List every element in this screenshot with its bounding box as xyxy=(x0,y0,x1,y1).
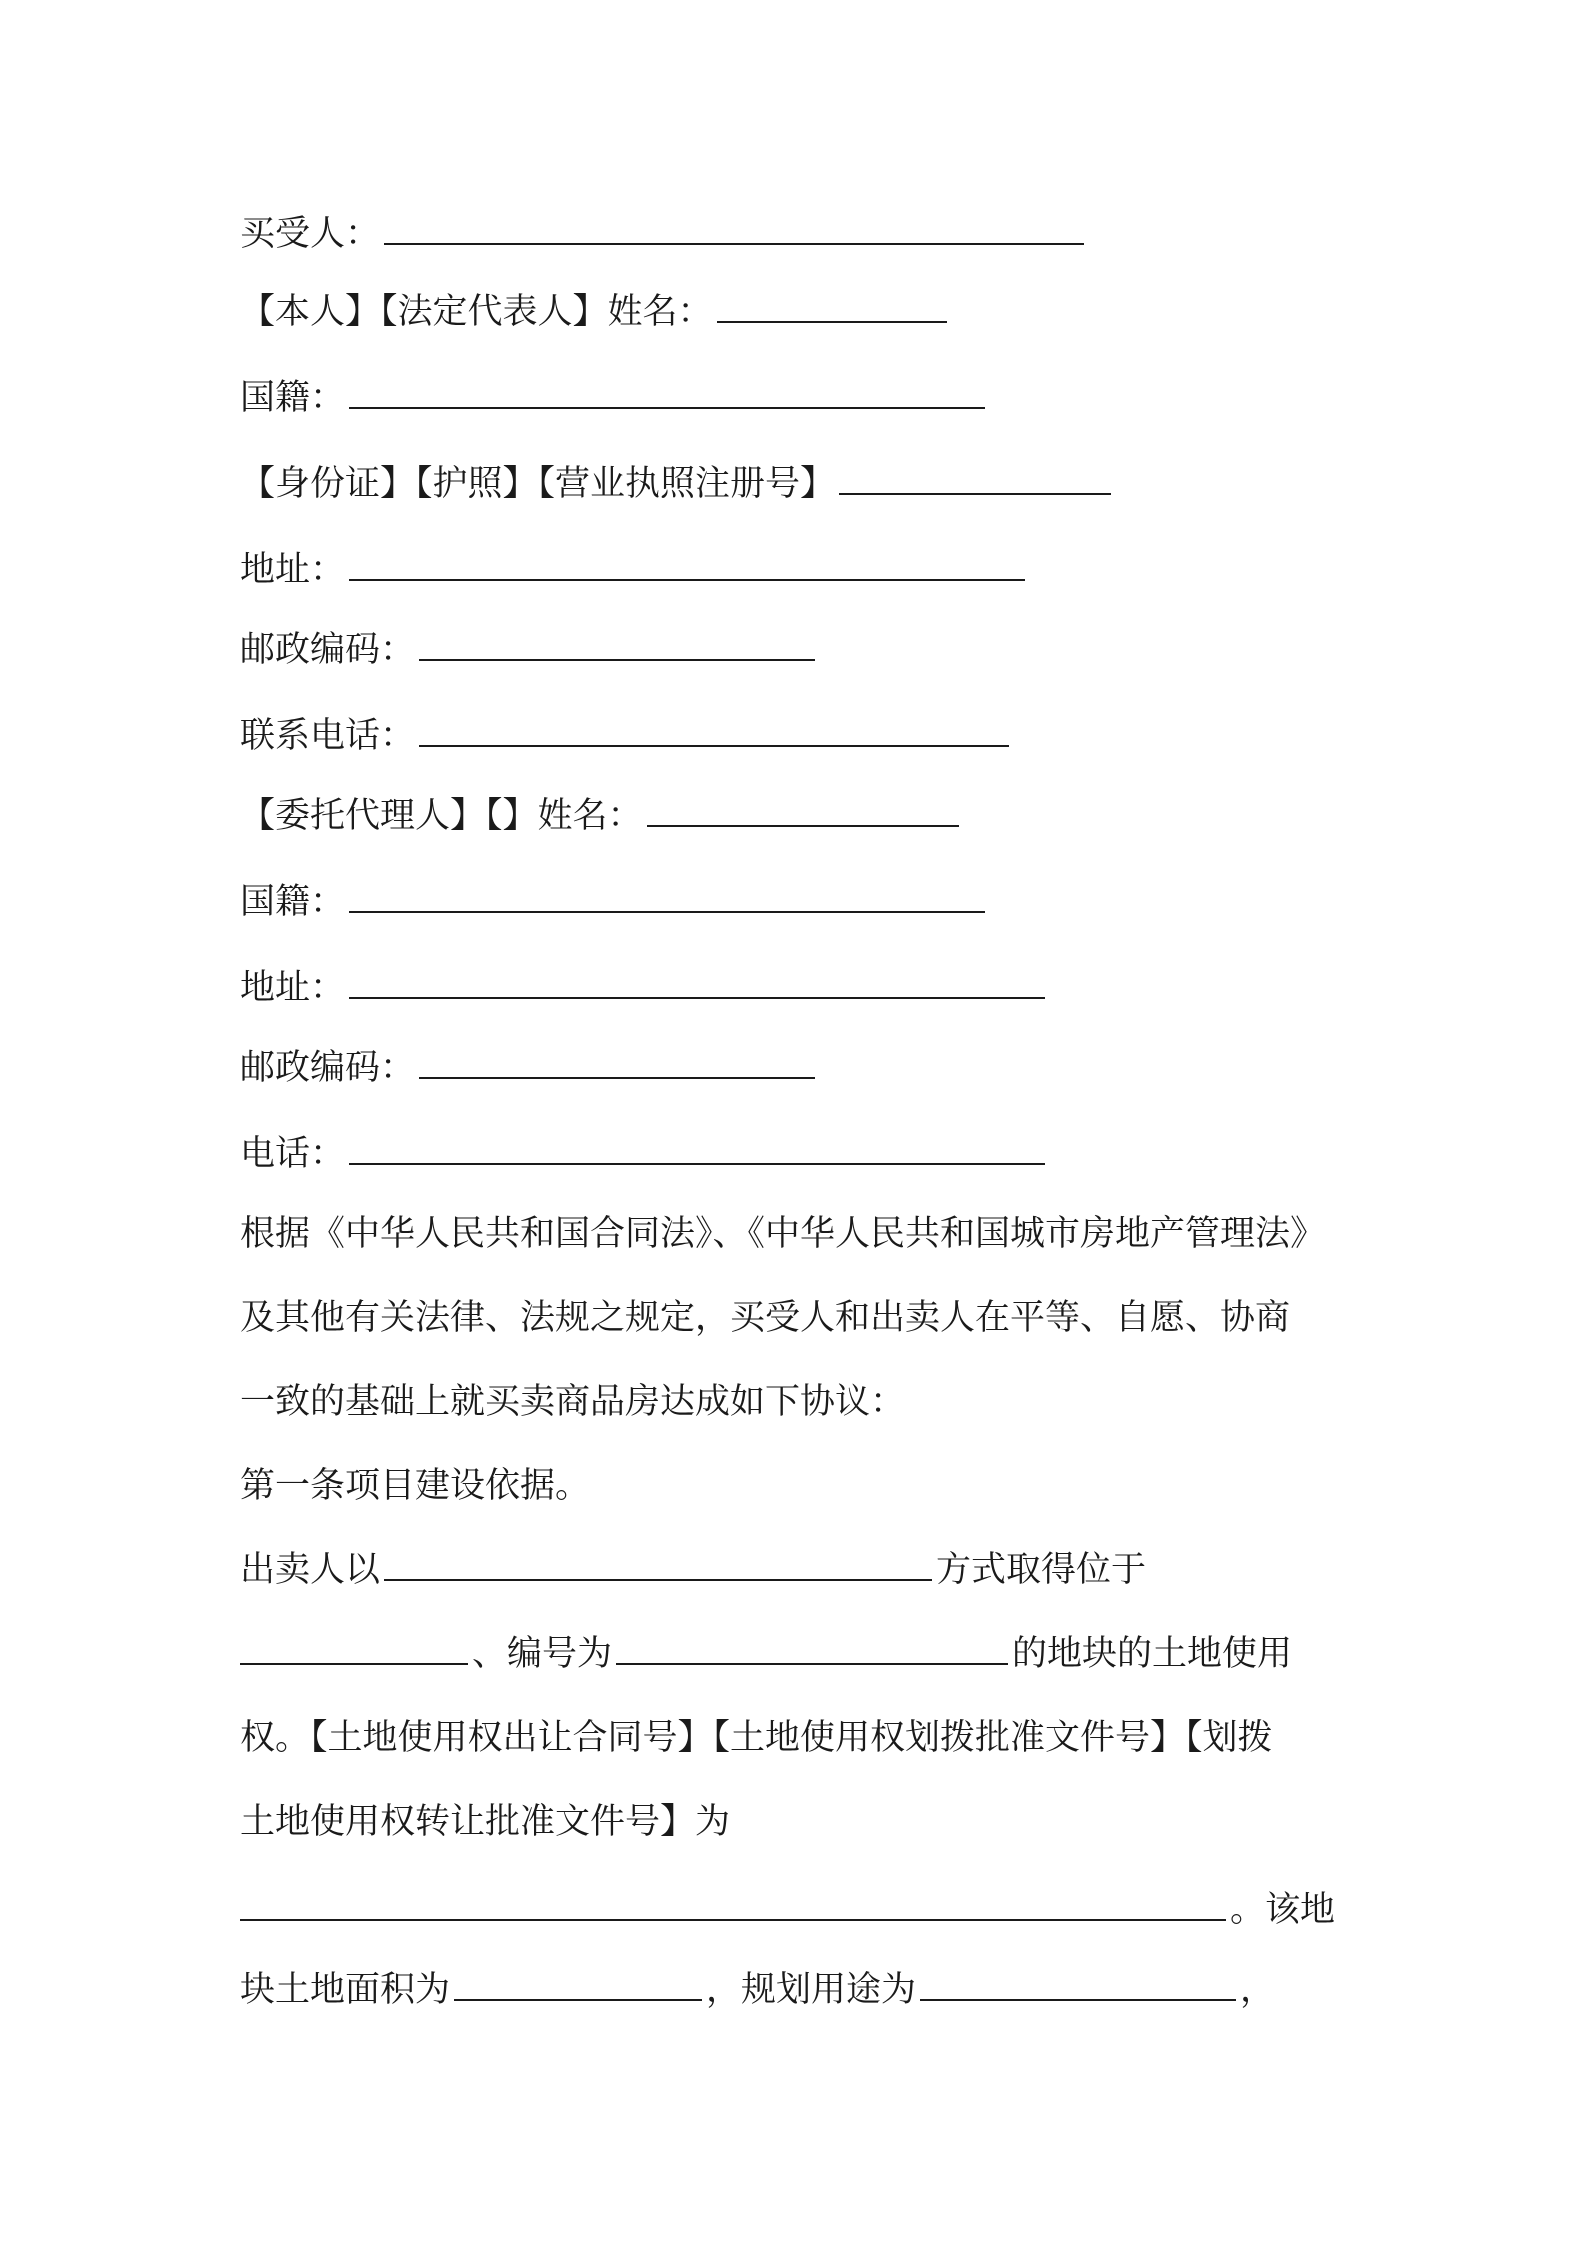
article-line xyxy=(240,1716,1273,1760)
agent-address-blank[interactable] xyxy=(349,967,1045,999)
article-line xyxy=(240,1968,1275,2012)
land-area-blank[interactable] xyxy=(454,1969,702,2001)
agent-address-label: 地址： xyxy=(240,968,346,1008)
article-title-line xyxy=(240,1464,590,1508)
article-text: 。该地 xyxy=(1230,1890,1336,1930)
buyer-line xyxy=(240,212,1088,256)
agent-postcode-blank[interactable] xyxy=(419,1047,815,1079)
agent-phone-line xyxy=(240,1132,1049,1176)
buyer-id-blank[interactable] xyxy=(839,463,1111,495)
agent-phone-blank[interactable] xyxy=(349,1133,1045,1165)
buyer-phone-blank[interactable] xyxy=(419,715,1009,747)
document-number-blank[interactable] xyxy=(240,1889,1226,1921)
parcel-number-blank[interactable] xyxy=(616,1633,1008,1665)
buyer-id-line xyxy=(240,462,1115,506)
agent-nationality-blank[interactable] xyxy=(349,881,985,913)
article-text: 权。【土地使用权出让合同号】【土地使用权划拨批准文件号】【划拨 xyxy=(240,1718,1273,1758)
buyer-label: 买受人： xyxy=(240,214,381,254)
agent-nationality-line xyxy=(240,880,989,924)
article-text: 出卖人以 xyxy=(240,1550,381,1590)
article-text: 土地使用权转让批准文件号】为 xyxy=(240,1802,731,1842)
buyer-blank[interactable] xyxy=(384,213,1084,245)
article-line xyxy=(240,1888,1335,1932)
buyer-phone-label: 联系电话： xyxy=(240,716,416,756)
paragraph-line xyxy=(240,1380,905,1424)
buyer-postcode-line xyxy=(240,628,819,672)
article-text: 块土地面积为 xyxy=(240,1970,451,2010)
article-line xyxy=(240,1548,1146,1592)
paragraph-text-2: 及其他有关法律、法规之规定，买受人和出卖人在平等、自愿、协商 xyxy=(240,1298,1291,1338)
representative-name-blank[interactable] xyxy=(717,291,947,323)
article-text: ，规划用途为 xyxy=(706,1970,917,2010)
article-text: 的地块的土地使用 xyxy=(1012,1634,1293,1674)
buyer-address-blank[interactable] xyxy=(349,549,1025,581)
planned-use-blank[interactable] xyxy=(920,1969,1236,2001)
paragraph-text-1: 根据《中华人民共和国合同法》、《中华人民共和国城市房地产管理法》 xyxy=(240,1214,1326,1254)
agent-line xyxy=(240,794,963,838)
agent-address-line xyxy=(240,966,1049,1010)
article-1-title: 第一条项目建设依据。 xyxy=(240,1466,591,1506)
buyer-postcode-blank[interactable] xyxy=(419,629,815,661)
buyer-nationality-blank[interactable] xyxy=(349,377,985,409)
location-blank[interactable] xyxy=(240,1633,468,1665)
article-line xyxy=(240,1632,1292,1676)
buyer-address-line xyxy=(240,548,1029,592)
agent-postcode-label: 邮政编码： xyxy=(240,1048,416,1088)
article-text: ， xyxy=(1240,1970,1276,2010)
paragraph-line xyxy=(240,1212,1325,1256)
article-text: 方式取得位于 xyxy=(936,1550,1147,1590)
representative-line xyxy=(240,290,951,334)
agent-nationality-label: 国籍： xyxy=(240,882,346,922)
representative-label: 【本人】【法定代表人】姓名： xyxy=(240,292,713,332)
buyer-id-label: 【身份证】【护照】【营业执照注册号】 xyxy=(240,464,836,504)
buyer-nationality-line xyxy=(240,376,989,420)
buyer-address-label: 地址： xyxy=(240,550,346,590)
agent-postcode-line xyxy=(240,1046,819,1090)
paragraph-line xyxy=(240,1296,1290,1340)
agent-label: 【委托代理人】【】姓名： xyxy=(240,796,643,836)
article-text: 、编号为 xyxy=(472,1634,613,1674)
buyer-phone-line xyxy=(240,714,1013,758)
article-line xyxy=(240,1800,730,1844)
agent-name-blank[interactable] xyxy=(647,795,959,827)
acquisition-method-blank[interactable] xyxy=(384,1549,932,1581)
agent-phone-label: 电话： xyxy=(240,1134,346,1174)
buyer-nationality-label: 国籍： xyxy=(240,378,346,418)
buyer-postcode-label: 邮政编码： xyxy=(240,630,416,670)
paragraph-text-3: 一致的基础上就买卖商品房达成如下协议： xyxy=(240,1382,906,1422)
